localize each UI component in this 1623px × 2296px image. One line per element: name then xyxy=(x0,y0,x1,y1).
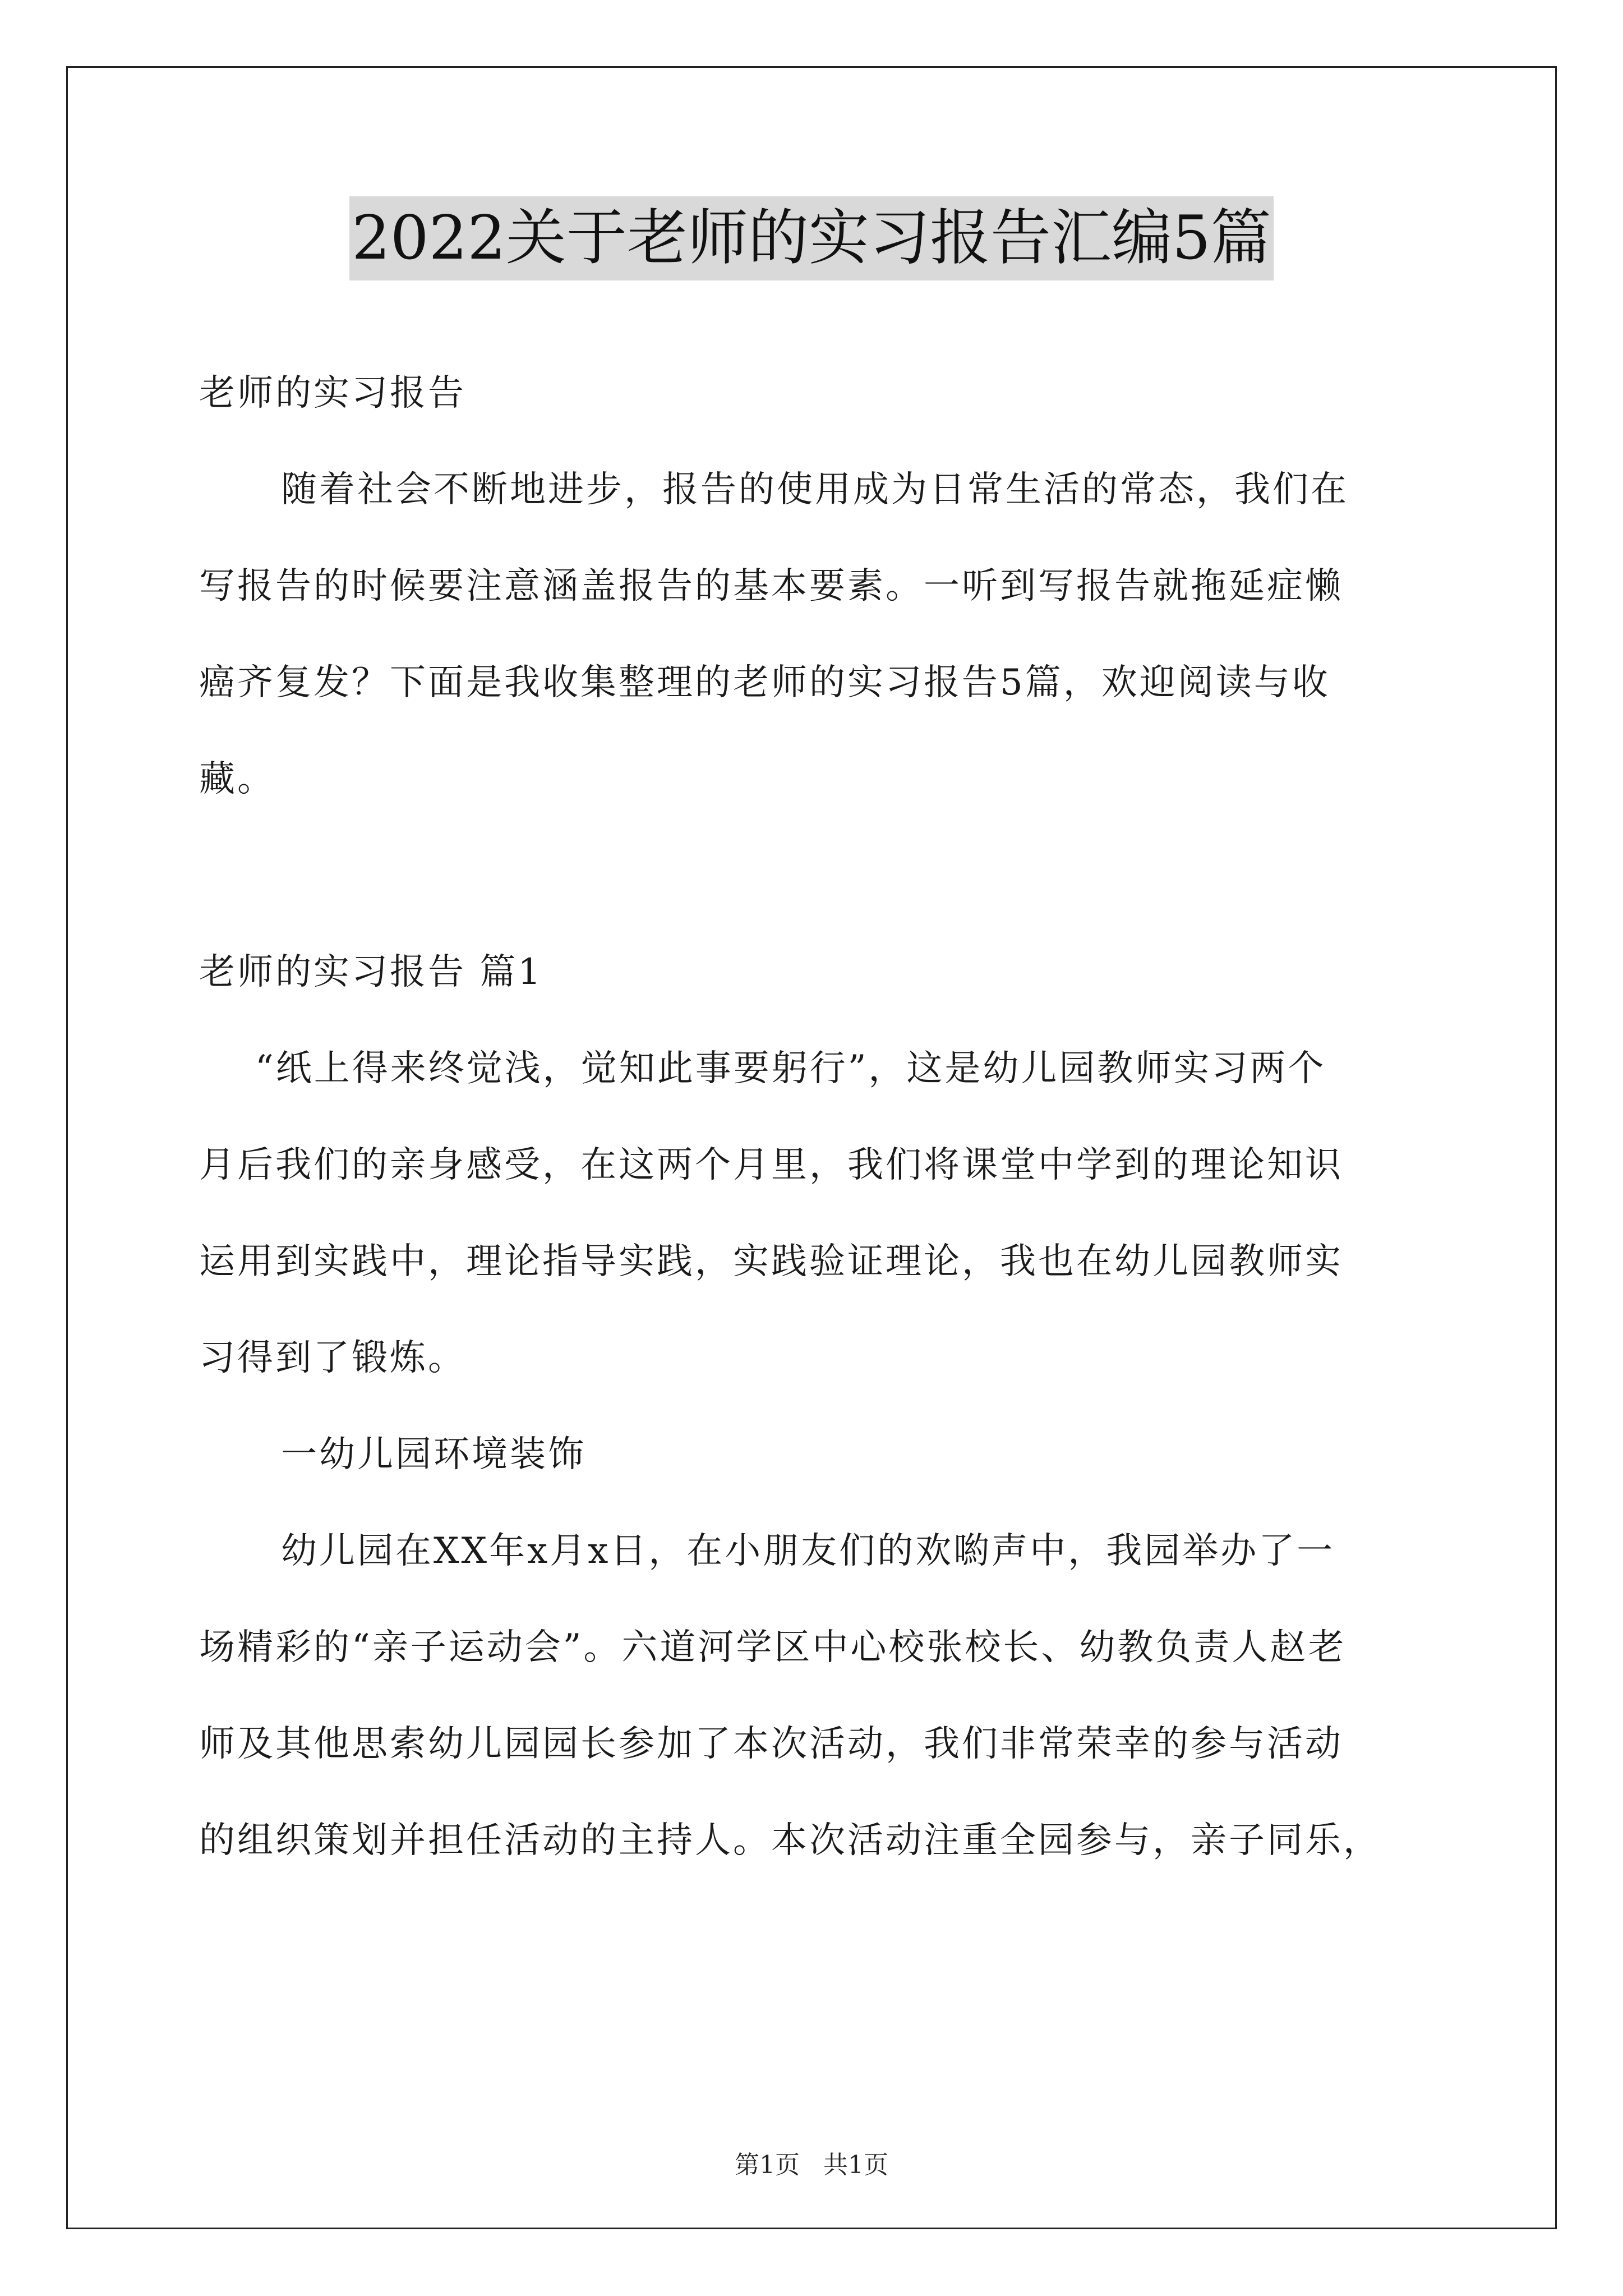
paragraph-line: 癌齐复发？下面是我收集整理的老师的实习报告5篇，欢迎阅读与收 xyxy=(199,662,1330,703)
paragraph-line: 幼儿园在XX年x月x日，在小朋友们的欢喲声中，我园举办了一 xyxy=(281,1530,1335,1572)
blank-line xyxy=(199,827,1444,924)
paragraph-line: 师及其他思索幼儿园园长参加了本次活动，我们非常荣幸的参与活动 xyxy=(199,1723,1343,1765)
page-number-total: 共1页 xyxy=(823,2151,888,2179)
paragraph-line: 习得到了锻炼。 xyxy=(199,1337,466,1379)
document-title: 2022关于老师的实习报告汇编5篇 xyxy=(349,196,1274,280)
paragraph-line: “纸上得来终觉浅，觉知此事要躬行”，这是幼儿园教师实习两个 xyxy=(255,1048,1326,1089)
paragraph-line: 月后我们的亲身感受，在这两个月里，我们将课堂中学到的理论知识 xyxy=(199,1144,1343,1186)
paragraph-line: 随着社会不断地进步，报告的使用成为日常生活的常态，我们在 xyxy=(281,469,1349,510)
page-footer xyxy=(0,2148,1623,2182)
section-heading: 老师的实习报告 篇1 xyxy=(199,951,543,993)
title-container xyxy=(0,196,1623,280)
paragraph-line: 藏。 xyxy=(199,758,275,800)
paragraph-line: 场精彩的“亲子运动会”。六道河学区中心校张校长、幼教负责人赵老 xyxy=(199,1627,1347,1668)
subheading: 一幼儿园环境装饰 xyxy=(281,1434,586,1475)
paragraph-line: 的组织策划并担任活动的主持人。本次活动注重全园参与，亲子同乐， xyxy=(199,1820,1381,1861)
document-body xyxy=(199,345,1444,1889)
page-number-current: 第1页 xyxy=(735,2151,800,2179)
paragraph-line: 写报告的时候要注意涵盖报告的基本要素。一听到写报告就拖延症懒 xyxy=(199,565,1343,607)
paragraph-line: 运用到实践中，理论指导实践，实践验证理论，我也在幼儿园教师实 xyxy=(199,1241,1343,1282)
section-heading: 老师的实习报告 xyxy=(199,372,466,414)
